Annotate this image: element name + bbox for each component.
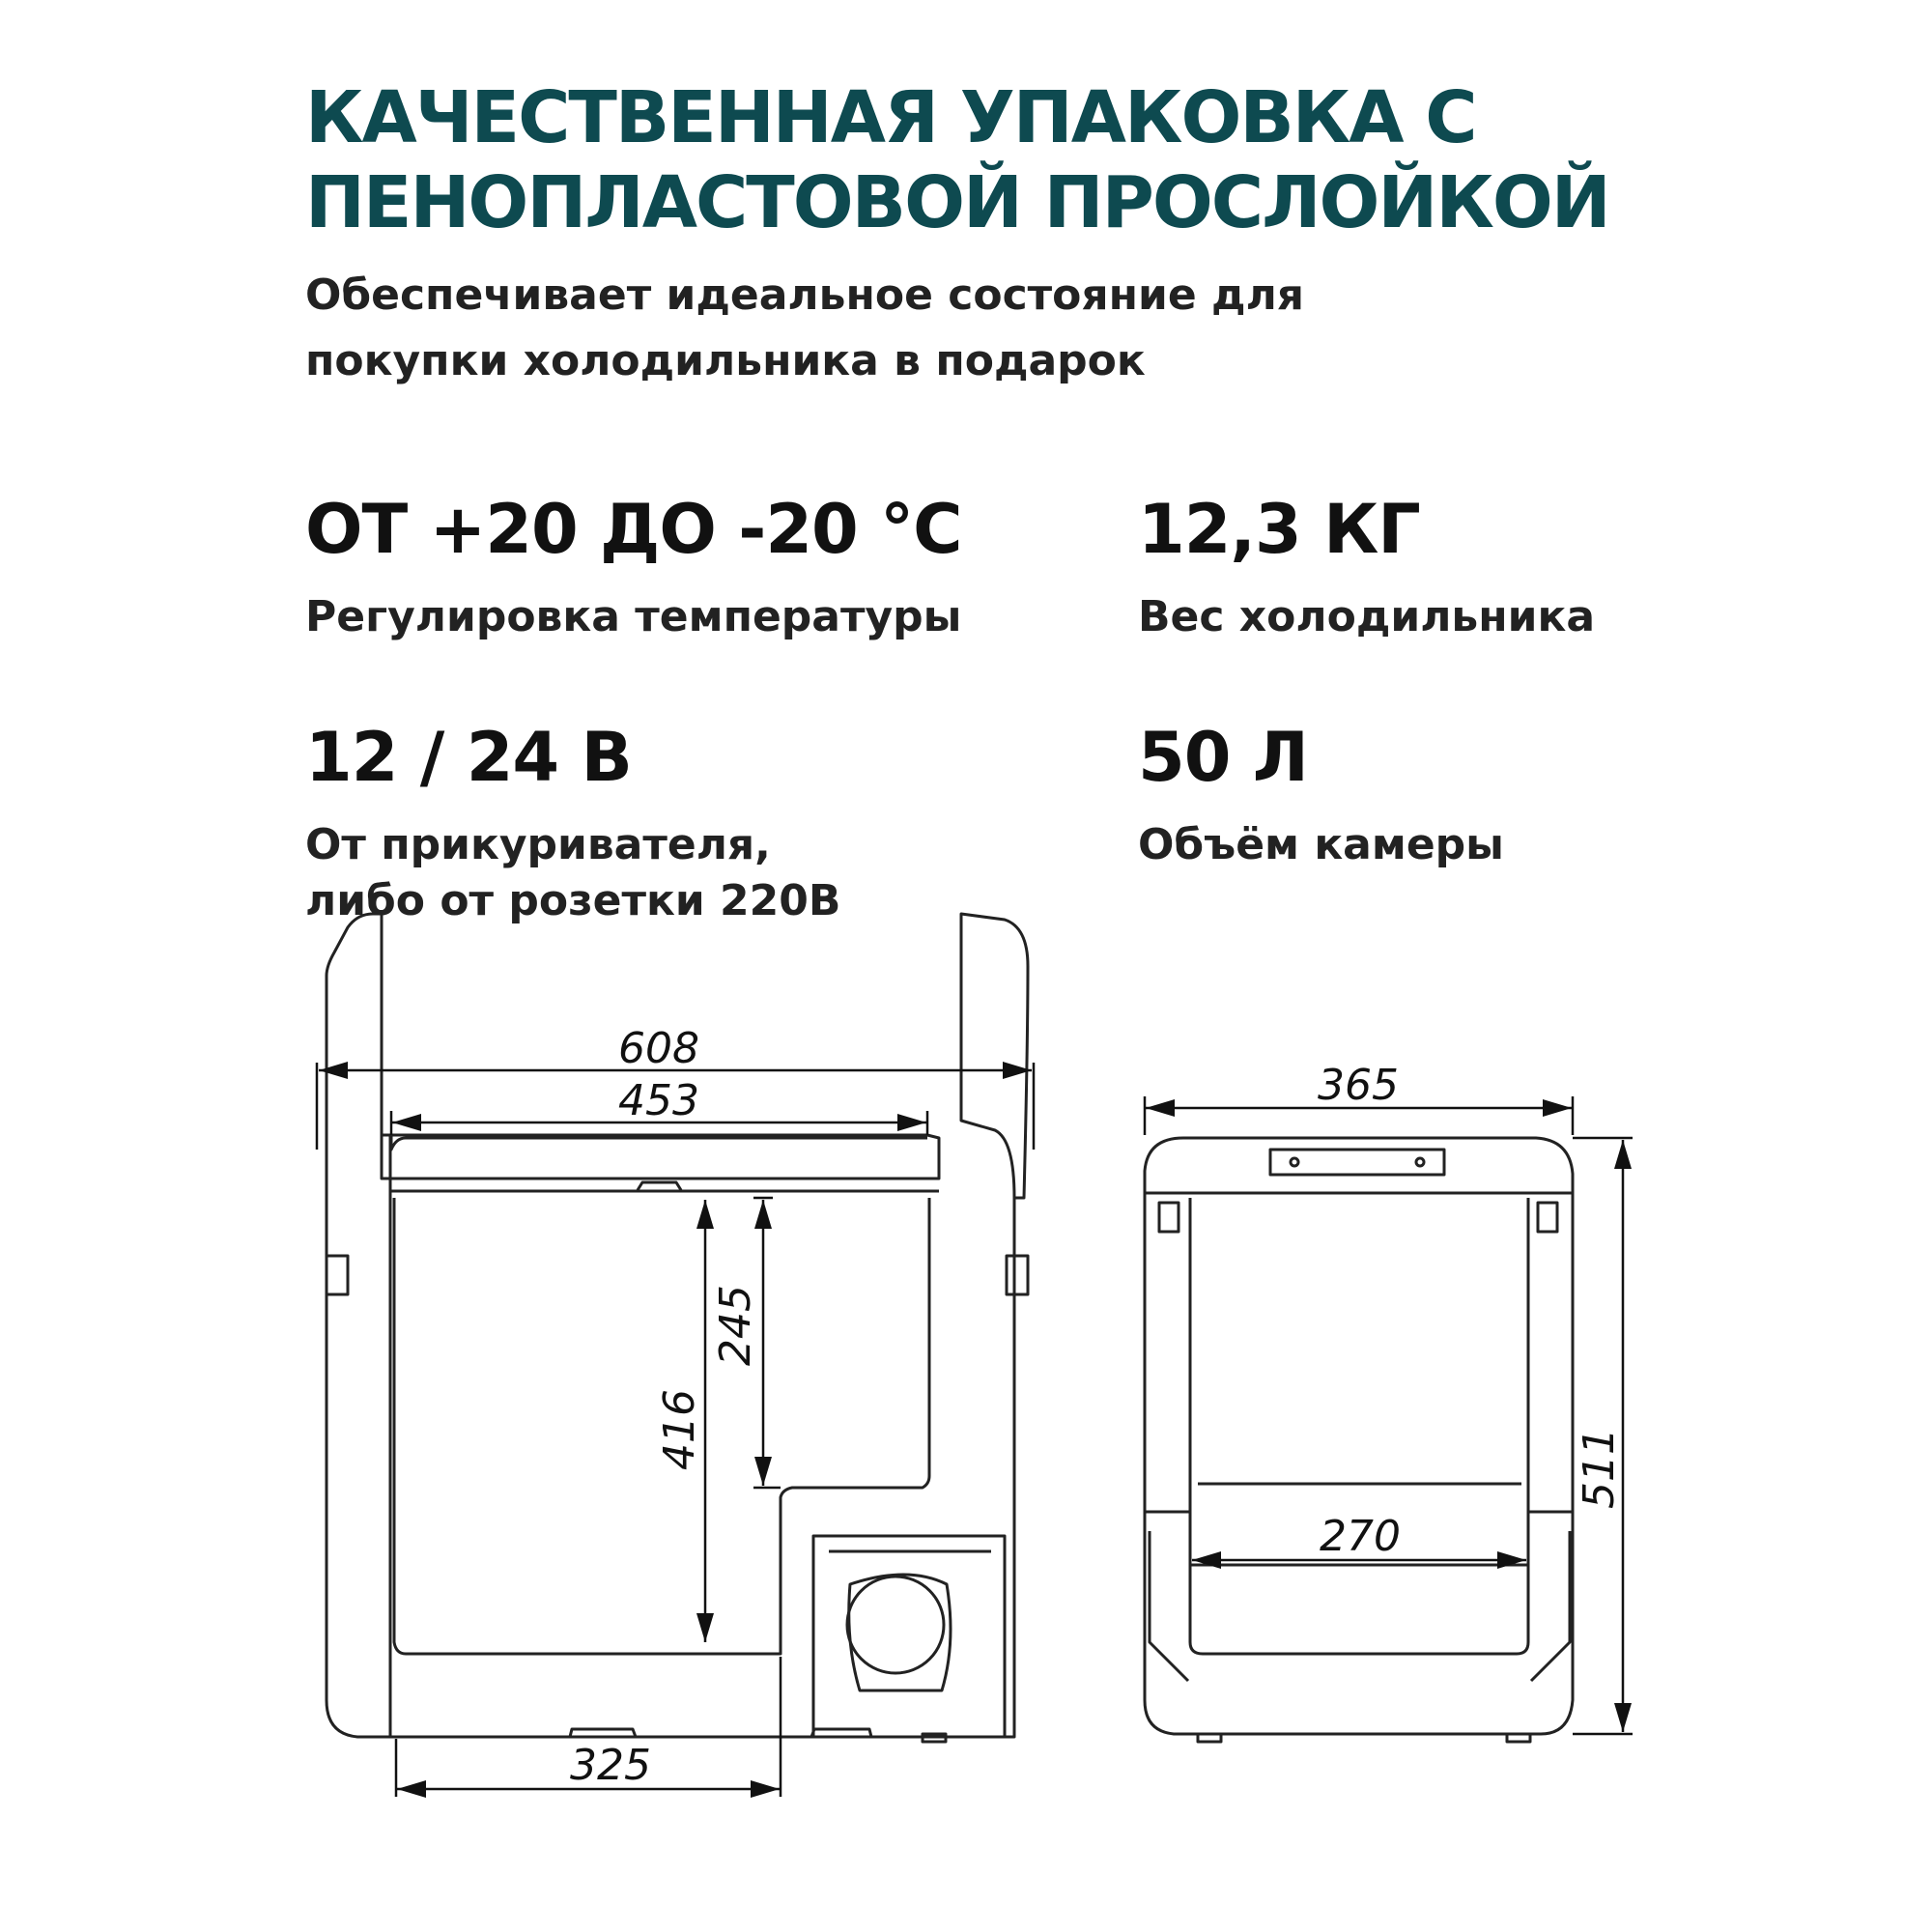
title-line-1: КАЧЕСТВЕННАЯ УПАКОВКА С bbox=[305, 76, 1476, 159]
side-foot-right bbox=[1507, 1734, 1530, 1742]
dim-label-416: 416 bbox=[655, 1389, 704, 1470]
side-view-dimension-labels bbox=[1318, 1061, 1624, 1561]
subtitle-line-2: покупки холодильника в подарок bbox=[305, 336, 1146, 385]
side-panel-dot-2 bbox=[1416, 1158, 1424, 1166]
dim-label-270: 270 bbox=[1320, 1512, 1401, 1561]
dim-label-325: 325 bbox=[570, 1741, 651, 1790]
side-right-latch bbox=[1538, 1203, 1557, 1232]
spec-voltage-value: 12 / 24 В bbox=[305, 718, 632, 797]
front-compressor-bay bbox=[813, 1536, 1005, 1737]
side-foot-left bbox=[1198, 1734, 1221, 1742]
front-lid bbox=[382, 1135, 939, 1179]
side-chamber bbox=[1190, 1198, 1528, 1654]
spec-weight-value: 12,3 КГ bbox=[1138, 490, 1420, 569]
side-leg-right bbox=[1531, 1531, 1570, 1681]
dim-label-511: 511 bbox=[1575, 1428, 1624, 1509]
front-left-body bbox=[327, 1296, 390, 1737]
dim-label-365: 365 bbox=[1318, 1061, 1399, 1110]
dim-label-608: 608 bbox=[618, 1024, 699, 1073]
front-left-handle bbox=[327, 1256, 348, 1294]
dim-label-453: 453 bbox=[618, 1076, 699, 1125]
dim-label-245: 245 bbox=[711, 1285, 760, 1366]
spec-voltage-label-line-1: От прикуривателя, bbox=[305, 820, 771, 869]
spec-temperature-value: ОТ +20 ДО -20 °С bbox=[305, 490, 962, 569]
title-line-2: ПЕНОПЛАСТОВОЙ ПРОСЛОЙКОЙ bbox=[305, 161, 1609, 244]
front-compressor-fan bbox=[847, 1577, 944, 1673]
subtitle-line-1: Обеспечивает идеальное состояние для bbox=[305, 270, 1305, 320]
side-outer-shell bbox=[1145, 1138, 1573, 1734]
spec-voltage-label-line-2: либо от розетки 220В bbox=[305, 876, 841, 925]
side-left-latch bbox=[1159, 1203, 1179, 1232]
spec-temperature-label-line-1: Регулировка температуры bbox=[305, 592, 962, 641]
front-lid-handle bbox=[638, 1182, 681, 1190]
side-leg-left bbox=[1150, 1531, 1188, 1681]
spec-volume-value: 50 Л bbox=[1138, 718, 1308, 797]
side-panel-dot-1 bbox=[1291, 1158, 1298, 1166]
spec-weight-label-line-1: Вес холодильника bbox=[1138, 592, 1596, 641]
side-control-panel bbox=[1270, 1150, 1444, 1175]
front-lid-top bbox=[391, 1135, 927, 1150]
side-view-drawing bbox=[1145, 1138, 1573, 1742]
spec-volume-label-line-1: Объём камеры bbox=[1138, 820, 1504, 869]
front-right-handle bbox=[1007, 1256, 1028, 1294]
